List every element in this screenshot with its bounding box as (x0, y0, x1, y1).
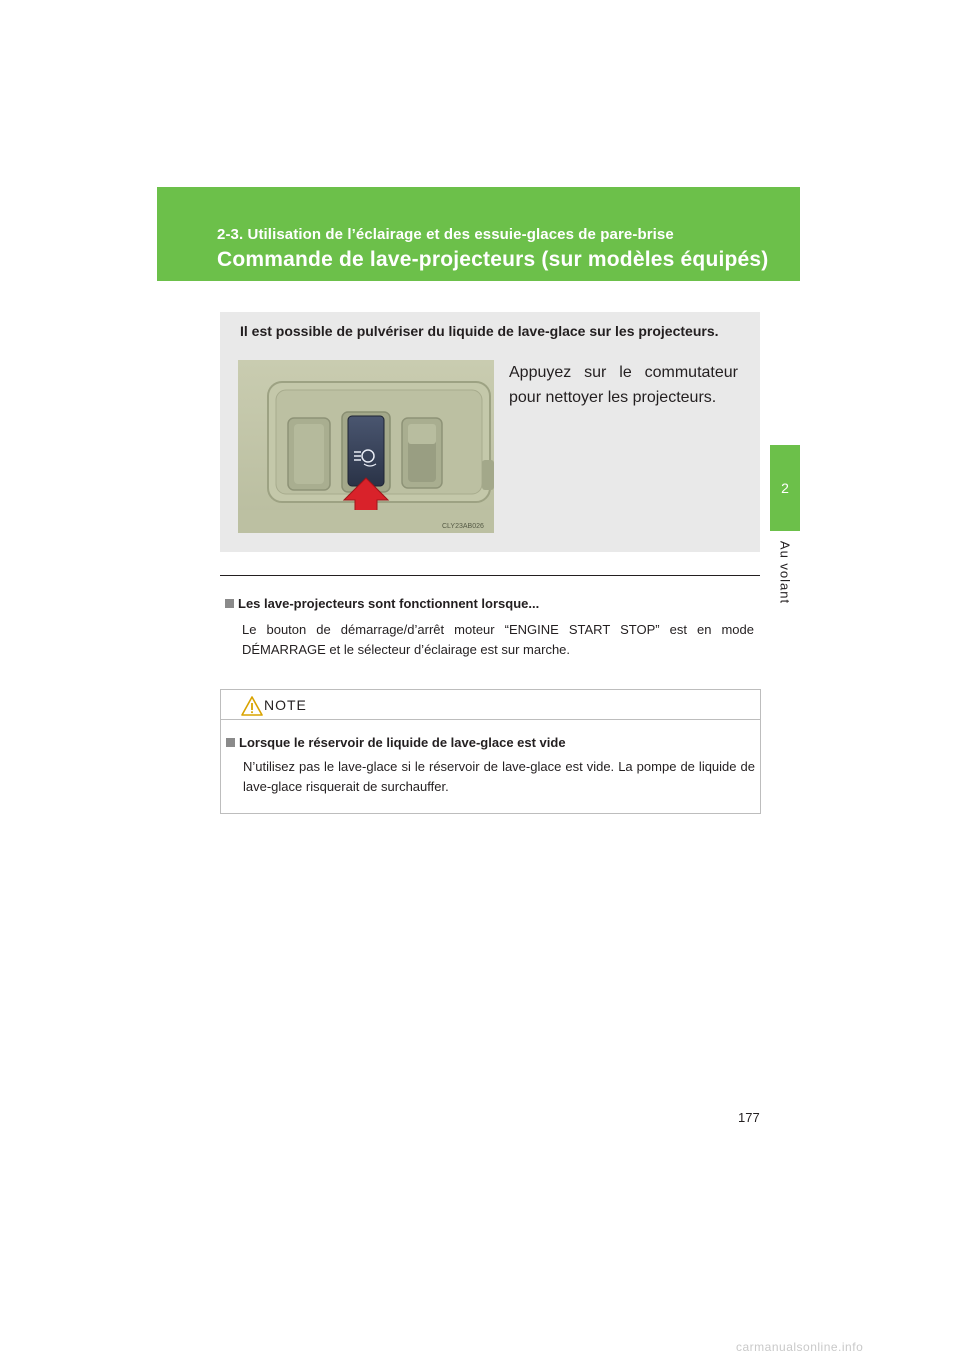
note-heading (226, 735, 566, 750)
bullet-square-icon (226, 738, 235, 747)
intro-text: Il est possible de pulvériser du liquide de lave-glace sur les projecteurs. (240, 323, 719, 339)
page-number: 177 (738, 1110, 760, 1125)
note-box (220, 689, 761, 814)
section-title: 2-3. Utilisation de l’éclairage et des essuie-glaces de pare-brise (217, 226, 674, 243)
note-body: N’utilisez pas le lave-glace si le réservoir de lave-glace est vide. La pompe de liquide de lave-glace risquerait de surchauffer. (243, 759, 755, 794)
image-code: CLY23AB026 (442, 523, 484, 530)
info-heading (225, 596, 539, 611)
bullet-square-icon (225, 599, 234, 608)
switch-photo (238, 360, 494, 533)
chapter-number: 2 (781, 480, 789, 496)
chapter-header (157, 187, 800, 281)
note-label: NOTE (264, 697, 307, 713)
note-header (221, 690, 760, 720)
intro-panel (220, 312, 760, 552)
instruction-text: Appuyez sur le commutateur pour nettoyer les projecteurs. (509, 364, 738, 406)
chapter-label: Au volant (777, 540, 793, 605)
info-body: Le bouton de démarrage/d’arrêt moteur “ENGINE START STOP” est en mode DÉMARRAGE et le sélecteur d’éclairage est sur marche. (242, 622, 754, 657)
note-heading-text: Lorsque le réservoir de liquide de lave-glace est vide (239, 735, 566, 750)
watermark: carmanualsonline.info (736, 1340, 864, 1354)
info-heading-text: Les lave-projecteurs sont fonctionnent lorsque... (238, 596, 540, 611)
chapter-tab (770, 445, 800, 531)
divider (220, 575, 760, 576)
warning-triangle-icon (241, 696, 263, 716)
page-title: Commande de lave-projecteurs (sur modèles équipés) (217, 248, 769, 271)
